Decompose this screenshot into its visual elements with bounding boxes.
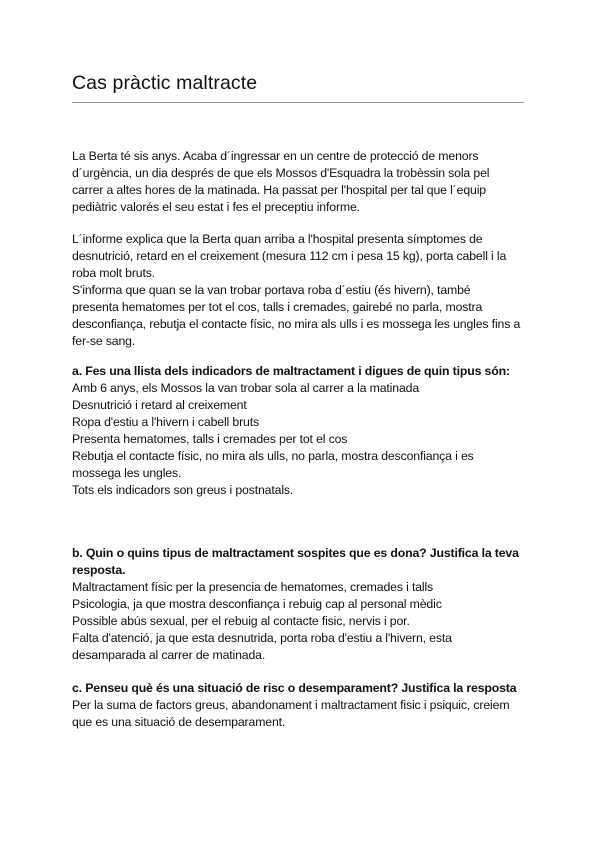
- question-a: [72, 363, 532, 499]
- text-line: La Berta té sis anys. Acaba d´ingressar en un centre de protecció de menors: [72, 149, 479, 163]
- text-line: presenta hematomes per tot el cos, talls i cremades, gairebé no parla, mostra: [72, 300, 483, 314]
- text-line: L´informe explica que la Berta quan arriba a l'hospital presenta símptomes de: [72, 232, 483, 246]
- answer-line: desamparada al carrer de matinada.: [72, 648, 266, 662]
- text-line: desnutrició, retard en el creixement (mesura 112 cm i pesa 15 kg), porta cabell i la: [72, 249, 507, 263]
- answer-line: Ropa d'estiu a l'hivern i cabell bruts: [72, 415, 259, 429]
- answer-line: que es una situació de desemparament.: [72, 715, 286, 729]
- question-b-heading: b. Quin o quins tipus de maltractament sospites que es dona? Justifica la teva: [72, 546, 519, 560]
- intro-paragraph-1: [72, 148, 532, 216]
- text-line: carrer a altes hores de la matinada. Ha passat per l'hospital per tal que l´equip: [72, 183, 486, 197]
- page-title: Cas pràctic maltracte: [72, 72, 258, 94]
- question-c: [72, 680, 532, 731]
- answer-line: Tots els indicadors son greus i postnatals.: [72, 483, 294, 497]
- text-line: desconfiança, rebutja el contacte físic, no mira als ulls i es mossega les ungles fins a: [72, 317, 521, 331]
- answer-line: Amb 6 anys, els Mossos la van trobar sola al carrer a la matinada: [72, 381, 420, 395]
- question-b-heading: resposta.: [72, 563, 126, 577]
- answer-line: Falta d'atenció, ja que esta desnutrida, porta roba d'estiu a l'hivern, esta: [72, 631, 452, 645]
- text-line: roba molt bruts.: [72, 266, 156, 280]
- text-line: d´urgència, un dia després de que els Mossos d'Esquadra la trobèssin sola pel: [72, 166, 490, 180]
- text-line: fer-se sang.: [72, 334, 136, 348]
- text-line: S'informa que quan se la van trobar portava roba d´estiu (és hivern), també: [72, 283, 471, 297]
- answer-line: Possible abús sexual, per el rebuig al contacte fisic, nervis i por.: [72, 614, 410, 628]
- answer-line: Desnutrició i retard al creixement: [72, 398, 247, 412]
- answer-line: mossega les ungles.: [72, 466, 182, 480]
- title-divider: [72, 102, 524, 103]
- answer-line: Maltractament físic per la presencia de hematomes, cremades i talls: [72, 580, 434, 594]
- question-a-heading: a. Fes una llista dels indicadors de maltractament i digues de quin tipus són:: [72, 364, 510, 378]
- question-b: [72, 545, 532, 664]
- answer-line: Per la suma de factors greus, abandonament i maltractament fisic i psiquic, creiem: [72, 698, 510, 712]
- intro-paragraph-2: [72, 231, 532, 350]
- answer-line: Rebutja el contacte físic, no mira als ulls, no parla, mostra desconfiança i es: [72, 449, 474, 463]
- text-line: pediàtric valorés el seu estat i fes el preceptiu informe.: [72, 200, 360, 214]
- answer-line: Psicologia, ja que mostra desconfiança i rebuig cap al personal mèdic: [72, 597, 442, 611]
- question-c-heading: c. Penseu què és una situació de risc o desemparament? Justifica la resposta: [72, 681, 517, 695]
- answer-line: Presenta hematomes, talls i cremades per tot el cos: [72, 432, 348, 446]
